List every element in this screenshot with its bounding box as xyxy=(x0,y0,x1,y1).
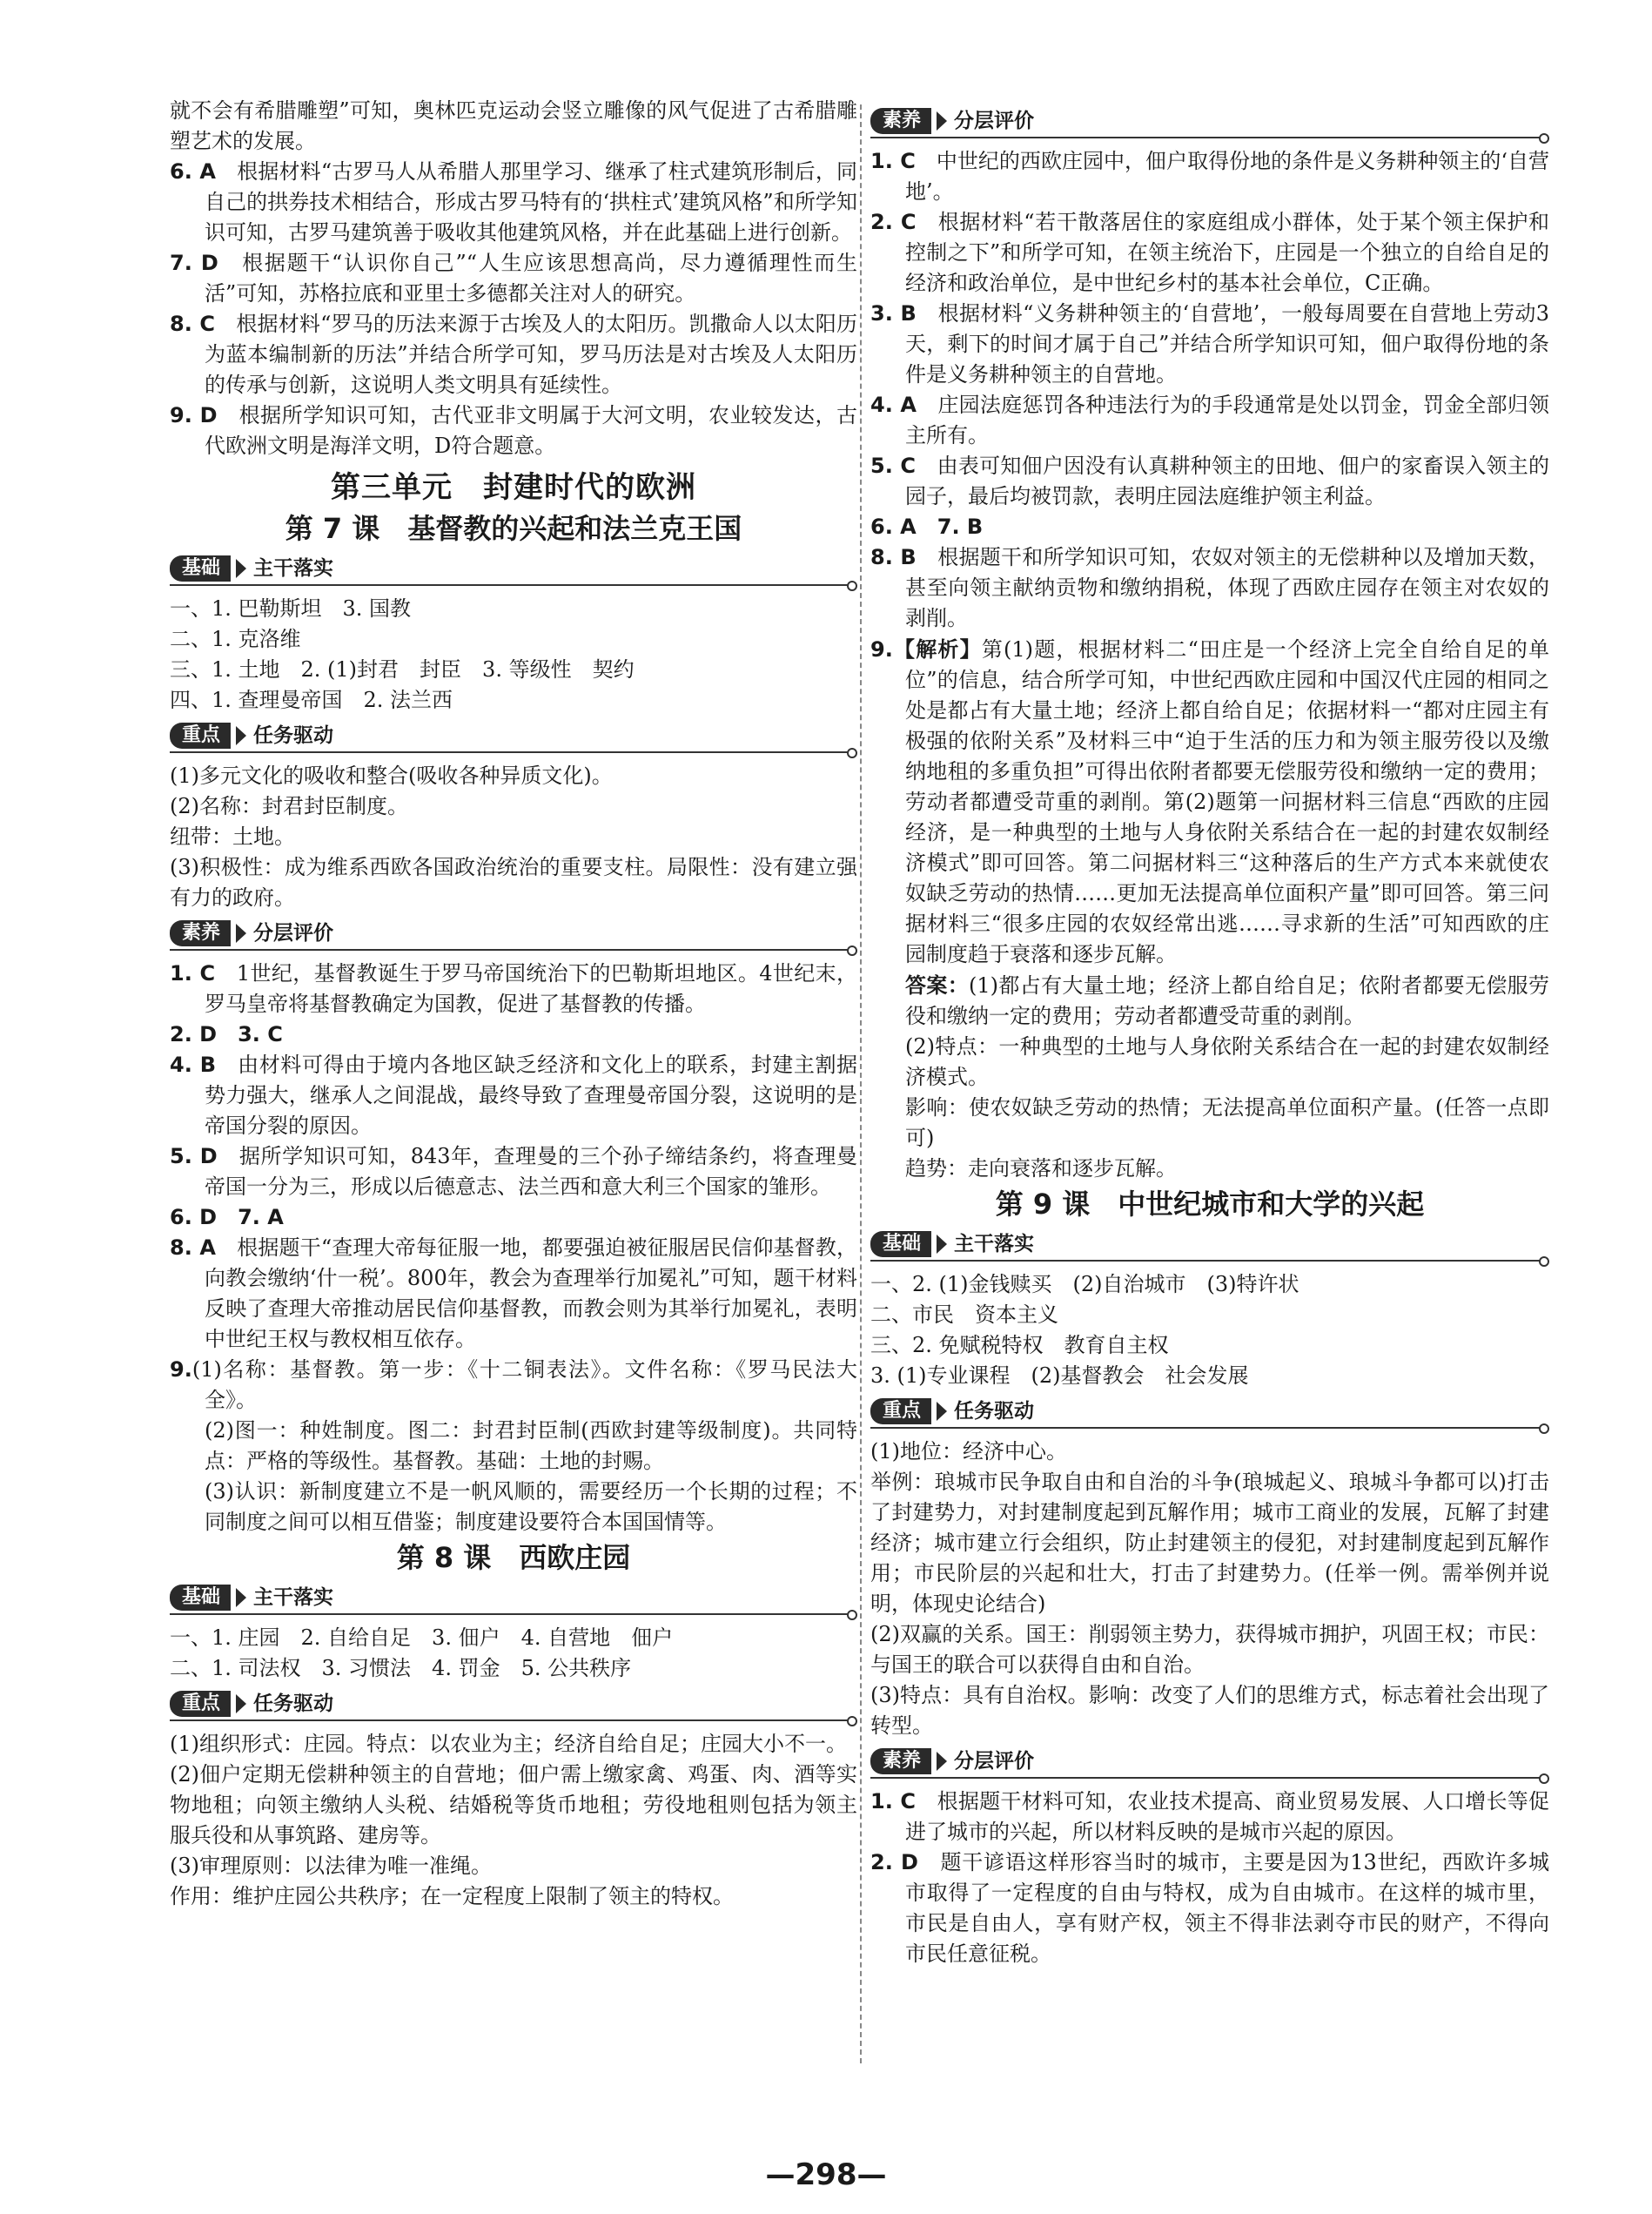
answer-text: 根据题干和所学知识可知，农奴对领主的无偿耕种以及增加天数，甚至向领主献纳贡物和缴纳捐税，体现了西欧庄园存在领主对农奴的剥削。 xyxy=(905,545,1550,630)
answer-text: (3)认识：新制度建立不是一帆风顺的，需要经历一个长期的过程；不同制度之间可以相互借鉴；制度建设要符合本国国情等。 xyxy=(205,1479,857,1534)
section-rule xyxy=(170,949,852,951)
answer-text: (1)都占有大量土地；经济上都自给自足；依附者都要无偿服劳役和缴纳一定的费用；劳动者都遭受苛重的剥削。 xyxy=(905,973,1550,1028)
answer-text: 根据题干“认识你自己”“人生应该思想高尚，尽力遵循理性而生活”可知，苏格拉底和亚里士多德都关注对人的研究。 xyxy=(205,251,857,306)
section-subtitle: 分层评价 xyxy=(954,1750,1034,1773)
answer-item xyxy=(870,451,1549,512)
rule-end-icon xyxy=(1539,1256,1549,1267)
intro-text: 就不会有希腊雕塑”可知，奥林匹克运动会竖立雕像的风气促进了古希腊雕塑艺术的发展。 xyxy=(170,98,857,153)
fill-answer: 3. (1)专业课程 (2)基督教会 社会发展 xyxy=(870,1363,1249,1388)
tag-arrow-icon xyxy=(937,111,947,131)
section-subtitle: 主干落实 xyxy=(253,557,333,580)
answer-item xyxy=(870,634,1549,970)
answer-item xyxy=(870,1847,1549,1969)
answer-item xyxy=(170,400,857,461)
section-rule xyxy=(870,137,1544,138)
task-answer: 举例：琅城市民争取自由和自治的斗争(琅城起义、琅城斗争都可以)打击了封建势力，对封建制度起到瓦解作用；城市工商业的发展，瓦解了封建经济；城市建立行会组织，防止封建领主的侵犯，对封建制度起到瓦解作用；市民阶层的兴起和壮大，打击了封建势力。(任举一例。需举例并说明，体现史论结合) xyxy=(870,1470,1549,1616)
task-answer: (3)审理原则：以法律为唯一准绳。 xyxy=(170,1854,492,1878)
section-tag: 重点 xyxy=(170,1691,231,1717)
task-answer: (2)双赢的关系。国王：削弱领主势力，获得城市拥护，巩固王权；市民：与国王的联合可以获得自由和自治。 xyxy=(870,1622,1549,1677)
fill-answer: 一、2. (1)金钱赎买 (2)自治城市 (3)特许状 xyxy=(870,1272,1299,1296)
section-header-zhongdian xyxy=(170,719,857,754)
analysis-label: 【解析】 xyxy=(892,636,982,662)
page-number: —298— xyxy=(765,2157,887,2192)
answer-text: (2)特点：一种典型的土地与人身依附关系结合在一起的封建农奴制经济模式。 xyxy=(905,1034,1549,1089)
task-answer: (1)组织形式：庄园。特点：以农业为主；经济自给自足；庄园大小不一。 xyxy=(170,1732,847,1756)
section-tag: 基础 xyxy=(170,555,231,582)
answer-item xyxy=(170,309,857,400)
section-header-jichu xyxy=(170,1581,857,1616)
rule-end-icon xyxy=(847,1610,857,1620)
answer-number: 9. xyxy=(870,637,893,662)
tag-arrow-icon xyxy=(236,559,246,578)
tag-arrow-icon xyxy=(236,726,246,745)
answer-number: 5. C xyxy=(870,454,917,478)
rule-end-icon xyxy=(1539,1423,1549,1434)
answer-text: 第(1)题，根据材料二“田庄是一个经济上完全自给自足的单位”的信息，结合所学可知，中世纪西欧庄园和中国汉代庄园的相同之处是都占有大量土地；经济上都自给自足；依据材料一“都对庄园主有极强的依附关系”及材料三中“迫于生活的压力和为领主服劳役以及缴纳地租的多重负担”可得出依附者都要无偿服劳役和缴纳一定的费用；劳动者都遭受苛重的剥削。第(2)题第一问据材料三信息“西欧的庄园经济，是一种典型的土地与人身依附关系结合在一起的封建农奴制经济模式”即可回答。第二问据材料三“这种落后的生产方式本来就使农奴缺乏劳动的热情……更加无法提高单位面积产量”即可回答。第三问据材料三“很多庄园的农奴经常出逃……寻求新的生活”可知西欧的庄园制度趋于衰落和逐步瓦解。 xyxy=(905,637,1549,966)
section-subtitle: 任务驱动 xyxy=(253,1692,333,1715)
fill-answer: 二、市民 资本主义 xyxy=(870,1302,1058,1327)
lesson-9-title: 第 9 课 中世纪城市和大学的兴起 xyxy=(995,1188,1425,1221)
tag-arrow-icon xyxy=(937,1402,947,1421)
answer-item xyxy=(170,1050,857,1141)
answer-number: 8. B xyxy=(870,545,917,569)
answer-number: 7. D xyxy=(170,251,218,275)
answer-number: 5. D xyxy=(170,1144,218,1168)
section-rule xyxy=(170,751,852,753)
answer-text: (1)名称：基督教。第一步：《十二铜表法》。文件名称：《罗马民法大全》。 xyxy=(191,1357,857,1412)
answer-text: 根据题干“查理大帝每征服一地，都要强迫被征服居民信仰基督教，向教会缴纳‘什一税’。800年，教会为查理举行加冕礼”可知，题干材料反映了查理大帝推动居民信仰基督教，而教会则为其举行加冕礼，表明中世纪王权与教权相互依存。 xyxy=(205,1235,857,1351)
right-column xyxy=(870,104,1549,1969)
answer-number: 4. B xyxy=(170,1053,217,1077)
section-rule xyxy=(170,584,852,586)
answer-item xyxy=(870,390,1549,451)
section-subtitle: 主干落实 xyxy=(954,1233,1034,1255)
answer-text: 1世纪，基督教诞生于罗马帝国统治下的巴勒斯坦地区。4世纪末，罗马皇帝将基督教确定为国教，促进了基督教的传播。 xyxy=(205,961,857,1016)
answer-text: 中世纪的西欧庄园中，佃户取得份地的条件是义务耕种领主的‘自营地’。 xyxy=(905,149,1549,204)
answer-item xyxy=(170,1355,857,1416)
answer-number: 2. C xyxy=(870,210,917,234)
fill-answer: 二、1. 司法权 3. 习惯法 4. 罚金 5. 公共秩序 xyxy=(170,1656,632,1680)
answer-item xyxy=(170,959,857,1020)
task-answer: (2)名称：封君封臣制度。 xyxy=(170,794,408,818)
fill-answer: 三、1. 土地 2. (1)封君 封臣 3. 等级性 契约 xyxy=(170,657,635,682)
section-header-suyang xyxy=(170,917,857,952)
section-subtitle: 主干落实 xyxy=(253,1586,333,1609)
answer-number: 6. A xyxy=(170,159,216,184)
answer-number: 2. D xyxy=(870,1850,918,1874)
answer-item xyxy=(170,1233,857,1355)
answer-number: 9. xyxy=(170,1357,192,1382)
section-header-jichu xyxy=(870,1228,1549,1262)
answer-text: 根据所学知识可知，古代亚非文明属于大河文明，农业较发达，古代欧洲文明是海洋文明，D符合题意。 xyxy=(205,403,858,458)
answer-text: (2)图一：种姓制度。图二：封君封臣制(西欧封建等级制度)。共同特点：严格的等级性。基督教。基础：土地的封赐。 xyxy=(205,1418,857,1473)
fill-answer: 二、1. 克洛维 xyxy=(170,627,301,651)
lesson-7-title: 第 7 课 基督教的兴起和法兰克王国 xyxy=(285,512,742,545)
left-column xyxy=(170,96,857,1912)
tag-arrow-icon xyxy=(236,924,246,943)
section-rule xyxy=(870,1777,1544,1779)
fill-answer: 四、1. 查理曼帝国 2. 法兰西 xyxy=(170,688,453,712)
task-answer: 作用：维护庄园公共秩序；在一定程度上限制了领主的特权。 xyxy=(170,1884,734,1908)
answer-number: 1. C xyxy=(870,149,916,173)
answer-item xyxy=(870,207,1549,299)
answer-item xyxy=(870,1787,1549,1847)
section-header-suyang xyxy=(870,1745,1549,1780)
section-rule xyxy=(170,1613,852,1615)
tag-arrow-icon xyxy=(236,1588,246,1607)
answer-text: 庄园法庭惩罚各种违法行为的手段通常是处以罚金，罚金全部归领主所有。 xyxy=(905,393,1549,448)
section-rule xyxy=(870,1427,1544,1429)
answer-number: 8. A xyxy=(170,1235,216,1260)
answer-text: 根据材料“义务耕种领主的‘自营地’，一般每周要在自营地上劳动3天，剩下的时间才属于自己”并结合所学知识可知，佃户取得份地的条件是义务耕种领主的自营地。 xyxy=(905,301,1550,387)
answer-item xyxy=(870,299,1549,390)
tag-arrow-icon xyxy=(937,1235,947,1254)
section-subtitle: 分层评价 xyxy=(954,110,1034,132)
answer-item: 6. D 7. A xyxy=(170,1205,284,1229)
column-divider xyxy=(860,104,863,2063)
answer-item xyxy=(870,970,1549,1032)
answer-item: 6. A 7. B xyxy=(870,515,984,539)
rule-end-icon xyxy=(1539,133,1549,144)
rule-end-icon xyxy=(847,1716,857,1726)
section-header-jichu xyxy=(170,552,857,587)
answer-item xyxy=(170,1141,857,1202)
section-tag: 素养 xyxy=(170,920,231,946)
task-answer: (1)多元文化的吸收和整合(吸收各种异质文化)。 xyxy=(170,764,613,788)
section-subtitle: 分层评价 xyxy=(253,922,333,945)
section-tag: 基础 xyxy=(870,1231,931,1257)
answer-item xyxy=(170,248,857,309)
section-tag: 素养 xyxy=(870,108,931,134)
answer-text: 根据材料“若干散落居住的家庭组成小群体，处于某个领主保护和控制之下”和所学可知，在领主统治下，庄园是一个独立的自给自足的经济和政治单位，是中世纪乡村的基本社会单位，C正确。 xyxy=(905,210,1549,295)
section-subtitle: 任务驱动 xyxy=(954,1400,1034,1423)
answer-item: 2. D 3. C xyxy=(170,1022,283,1046)
answer-item xyxy=(870,542,1549,634)
answer-label: 答案： xyxy=(905,972,970,998)
section-rule xyxy=(870,1260,1544,1262)
answer-text: 由表可知佃户因没有认真耕种领主的田地、佃户的家畜误入领主的园子，最后均被罚款，表明庄园法庭维护领主利益。 xyxy=(905,454,1550,508)
rule-end-icon xyxy=(1539,1773,1549,1784)
rule-end-icon xyxy=(847,748,857,758)
section-header-zhongdian xyxy=(870,1395,1549,1430)
section-header-zhongdian xyxy=(170,1687,857,1722)
answer-text: 根据材料“罗马的历法来源于古埃及人的太阳历。凯撒命人以太阳历为蓝本编制新的历法”并结合所学可知，罗马历法是对古埃及人太阳历的传承与创新，这说明人类文明具有延续性。 xyxy=(205,312,857,397)
answer-text: 影响：使农奴缺乏劳动的热情；无法提高单位面积产量。(任答一点即可) xyxy=(905,1095,1549,1150)
answer-text: 根据材料“古罗马人从希腊人那里学习、继承了柱式建筑形制后，同自己的拱券技术相结合，形成古罗马特有的‘拱柱式’建筑风格”和所学知识可知，古罗马建筑善于吸收其他建筑风格，并在此基础上进行创新。 xyxy=(205,159,857,245)
answer-number: 1. C xyxy=(170,961,216,986)
lesson-8-title: 第 8 课 西欧庄园 xyxy=(396,1541,631,1574)
answer-text: 题干谚语这样形容当时的城市，主要是因为13世纪，西欧许多城市取得了一定程度的自由与特权，成为自由城市。在这样的城市里，市民是自由人，享有财产权，领主不得非法剥夺市民的财产，不得向市民任意征税。 xyxy=(905,1850,1549,1966)
answer-text: 趋势：走向衰落和逐步瓦解。 xyxy=(905,1156,1177,1181)
answer-number: 9. D xyxy=(170,403,218,427)
section-subtitle: 任务驱动 xyxy=(253,724,333,747)
section-tag: 素养 xyxy=(870,1748,931,1774)
rule-end-icon xyxy=(847,581,857,591)
answer-number: 3. B xyxy=(870,301,917,326)
task-answer: 纽带：土地。 xyxy=(170,824,295,849)
section-header-suyang xyxy=(870,104,1549,139)
tag-arrow-icon xyxy=(937,1752,947,1771)
answer-text: 根据题干材料可知，农业技术提高、商业贸易发展、人口增长等促进了城市的兴起，所以材料反映的是城市兴起的原因。 xyxy=(905,1789,1550,1844)
answer-item xyxy=(170,157,857,248)
tag-arrow-icon xyxy=(236,1694,246,1713)
fill-answer: 一、1. 巴勒斯坦 3. 国教 xyxy=(170,596,412,621)
task-answer: (3)特点：具有自治权。影响：改变了人们的思维方式，标志着社会出现了转型。 xyxy=(870,1683,1549,1738)
task-answer: (3)积极性：成为维系西欧各国政治统治的重要支柱。局限性：没有建立强有力的政府。 xyxy=(170,855,857,910)
answer-text: 据所学知识可知，843年，查理曼的三个孙子缔结条约，将查理曼帝国一分为三，形成以后德意志、法兰西和意大利三个国家的雏形。 xyxy=(205,1144,858,1199)
rule-end-icon xyxy=(847,945,857,956)
task-answer: (2)佃户定期无偿耕种领主的自营地；佃户需上缴家禽、鸡蛋、肉、酒等实物地租；向领主缴纳人头税、结婚税等货币地租；劳役地租则包括为领主服兵役和从事筑路、建房等。 xyxy=(170,1762,857,1847)
section-tag: 重点 xyxy=(170,723,231,749)
section-rule xyxy=(170,1719,852,1721)
task-answer: (1)地位：经济中心。 xyxy=(870,1439,1067,1464)
answer-text: 由材料可得由于境内各地区缺乏经济和文化上的联系，封建主割据势力强大，继承人之间混战，最终导致了查理曼帝国分裂，这说明的是帝国分裂的原因。 xyxy=(205,1053,858,1138)
fill-answer: 三、2. 免赋税特权 教育自主权 xyxy=(870,1333,1169,1357)
answer-number: 4. A xyxy=(870,393,917,417)
fill-answer: 一、1. 庄园 2. 自给自足 3. 佃户 4. 自营地 佃户 xyxy=(170,1625,674,1650)
section-tag: 基础 xyxy=(170,1585,231,1611)
answer-number: 8. C xyxy=(170,312,215,336)
answer-number: 1. C xyxy=(870,1789,917,1814)
section-tag: 重点 xyxy=(870,1398,931,1424)
unit-title: 第三单元 封建时代的欧洲 xyxy=(331,470,696,505)
answer-item xyxy=(870,146,1549,207)
